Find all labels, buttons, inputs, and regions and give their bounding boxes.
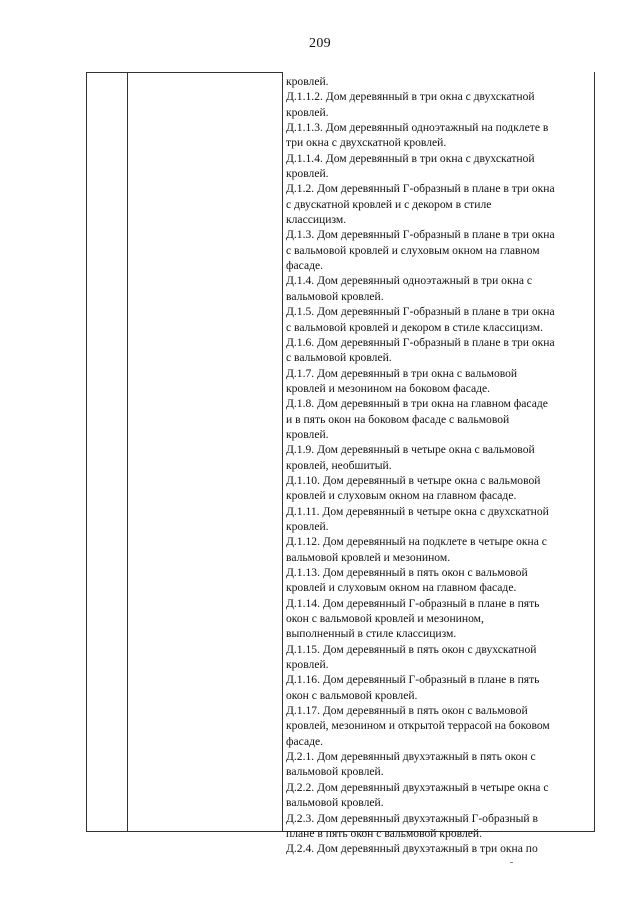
page-number: 209 [309,36,331,51]
text-line: и в пять окон на боковом фасаде с вальмовой [286,412,510,426]
column-divider-2 [282,72,283,831]
text-line: вальмовой кровлей. [286,289,384,303]
text-line: Д.1.9. Дом деревянный в четыре окна с вальмовой [286,443,535,457]
text-line: плане в пять окон с вальмовой кровлей. [286,826,482,840]
text-line: кровлей, необшитый. [286,458,392,472]
text-line: три окна с двухскатной кровлей. [286,136,447,150]
scan-artifact [510,862,513,863]
text-line: Д.1.3. Дом деревянный Г-образный в плане в три окна [286,228,555,242]
text-line: Д.1.10. Дом деревянный в четыре окна с вальмовой [286,473,541,487]
text-line: Д.1.13. Дом деревянный в пять окон с вальмовой [286,566,528,579]
text-line: выполненный в стиле классицизм. [286,627,457,641]
text-line: Д.1.4. Дом деревянный одноэтажный в три окна с [286,274,533,288]
text-line: кровлей. [286,658,329,672]
text-line: Д.1.8. Дом деревянный в три окна на главном фасаде [286,397,548,411]
text-line: Д.1.2. Дом деревянный Г-образный в плане в три окна [286,182,555,196]
table-top-rule [87,72,282,73]
text-line: кровлей. [286,427,329,441]
text-line: окон с вальмовой кровлей и мезонином, [286,612,484,626]
text-line: классицизм. [286,213,347,227]
text-line: Д.2.2. Дом деревянный двухэтажный в четыре окна с [286,780,549,794]
text-line: Д.1.14. Дом деревянный Г-образный в плане в пять [286,596,540,610]
text-line: Д.2.3. Дом деревянный двухэтажный Г-образный в [286,811,538,825]
description-cell [286,74,592,857]
text-line: фасаде. [286,734,324,748]
text-line: вальмовой кровлей и мезонином. [286,550,451,564]
text-line: Д.1.17. Дом деревянный в пять окон с вальмовой [286,704,528,718]
text-line: Д.1.15. Дом деревянный в пять окон с двухскатной [286,642,537,656]
text-line: вальмовой кровлей. [286,796,384,810]
text-line: кровлей. [286,75,329,88]
text-line: кровлей. [286,167,329,181]
text-line: Д.1.1.3. Дом деревянный одноэтажный на подклете в [286,121,549,135]
text-line: с двускатной кровлей и с декором в стиле [286,197,492,211]
text-line: кровлей. [286,105,329,119]
text-line: с вальмовой кровлей и декором в стиле классицизм. [286,320,544,334]
text-line: Д.1.5. Дом деревянный Г-образный в плане в три окна [286,305,555,319]
text-line: кровлей и слуховым окном на главном фасаде. [286,489,517,503]
text-line: с вальмовой кровлей и слуховым окном на главном [286,243,540,257]
text-line: Д.2.4. Дом деревянный двухэтажный в три окна по [286,842,538,856]
text-line: окон с вальмовой кровлей. [286,688,418,702]
text-line: с вальмовой кровлей. [286,351,392,365]
document-table [86,72,595,856]
text-line: фасаде. [286,259,324,273]
text-line: Д.2.1. Дом деревянный двухэтажный в пять окон с [286,750,536,764]
text-line: Д.1.12. Дом деревянный на подклете в четыре окна с [286,535,547,549]
text-line: кровлей и мезонином на боковом фасаде. [286,381,491,395]
text-line: кровлей и слуховым окном на главном фасаде. [286,581,517,595]
text-line: Д.1.1.2. Дом деревянный в три окна с двухскатной [286,90,535,104]
text-line: Д.1.11. Дом деревянный в четыре окна с двухскатной [286,504,549,518]
text-line: кровлей, мезонином и открытой террасой на боковом [286,719,550,733]
column-divider-1 [127,72,128,831]
text-line: Д.1.16. Дом деревянный Г-образный в плане в пять [286,673,540,687]
text-line: Д.1.1.4. Дом деревянный в три окна с двухскатной [286,151,535,165]
text-line: Д.1.6. Дом деревянный Г-образный в плане в три окна [286,335,555,349]
text-line: вальмовой кровлей. [286,765,384,779]
text-line: Д.1.7. Дом деревянный в три окна с вальмовой [286,366,518,380]
text-line: кровлей. [286,519,329,533]
